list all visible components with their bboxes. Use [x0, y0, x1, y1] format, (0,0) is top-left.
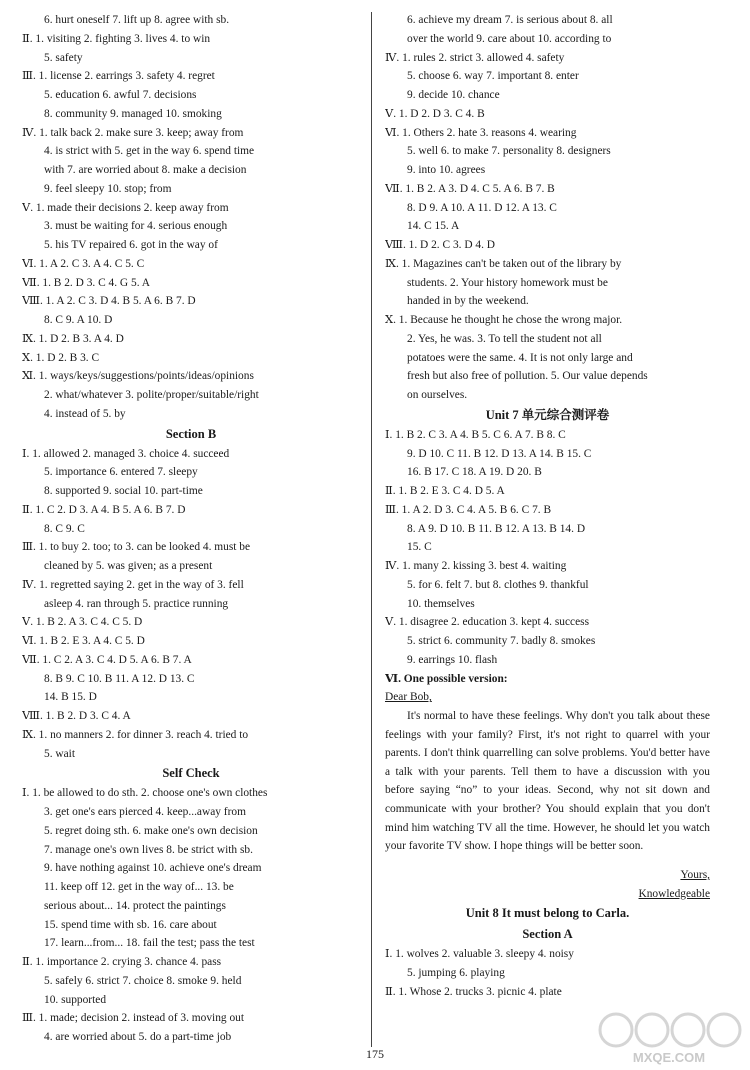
watermark-logo — [594, 1008, 744, 1066]
answer-line-continued: 4. instead of 5. by — [44, 407, 126, 420]
answer-line-continued: 4. are worried about 5. do a part-time job — [44, 1031, 232, 1043]
answer-line-continued: 14. C 15. A — [407, 220, 460, 233]
answer-line: Ⅱ. 1. C 2. D 3. A 4. B 5. A 6. B 7. D — [22, 503, 186, 516]
answer-line-continued: 5. strict 6. community 7. badly 8. smokes — [407, 635, 596, 647]
answer-line-continued: potatoes were the same. 4. It is not only large and — [407, 351, 633, 364]
answer-line: Ⅲ. 1. to buy 2. too; to 3. can be looked 4. must be — [22, 541, 251, 554]
answer-line-continued: 16. B 17. C 18. A 19. D 20. B — [407, 466, 542, 479]
answer-line-continued: 5. safety — [44, 51, 83, 64]
answer-line-continued: 2. what/whatever 3. polite/proper/suitable/right — [44, 389, 259, 401]
answer-line-continued: 9. feel sleepy 10. stop; from — [44, 182, 172, 195]
answer-line: Ⅳ. 1. talk back 2. make sure 3. keep; away from — [22, 126, 244, 139]
answer-line-continued: 5. importance 6. entered 7. sleepy — [44, 466, 198, 479]
answer-line-continued: on ourselves. — [407, 389, 468, 401]
answer-line: Ⅶ. 1. B 2. A 3. D 4. C 5. A 6. B 7. B — [385, 182, 555, 195]
answer-line-continued: 17. learn...from... 18. fail the test; pass the test — [44, 937, 255, 950]
answer-line-continued: 9. decide 10. chance — [407, 89, 500, 101]
answer-line-continued: 14. B 15. D — [44, 691, 97, 704]
answer-line-continued: 15. spend time with sb. 16. care about — [44, 918, 217, 931]
section-heading: Self Check — [162, 766, 220, 781]
answer-line-continued: 8. supported 9. social 10. part-time — [44, 485, 203, 497]
answer-line-continued: 5. jumping 6. playing — [407, 967, 505, 979]
answer-line: Ⅱ. 1. Whose 2. trucks 3. picnic 4. plate — [385, 985, 562, 998]
answer-line-continued: 9. have nothing against 10. achieve one's dream — [44, 862, 262, 875]
letter-body: It's normal to have these feelings. Why don't you talk about these feelings with your family? First, it's not right to quarrel with your parents. I don't think quarrelling can solve problems. You'd better have a talk with your parents. Tell them to have a discussion with you before saying “no” to your ideas. Second, why not sit down and communicate with your brother? You should explain that you don't mind him watching TV all the time. However, he should let you watch your favorite TV show. I hope things will be better soon. — [385, 710, 710, 853]
answer-line: Ⅱ. 1. importance 2. crying 3. chance 4. pass — [22, 956, 222, 968]
answer-line-continued: 5. for 6. felt 7. but 8. clothes 9. thankful — [407, 578, 589, 591]
answer-line-continued: 6. hurt oneself 7. lift up 8. agree with sb. — [44, 14, 230, 26]
answer-line-continued: 8. B 9. C 10. B 11. A 12. D 13. C — [44, 672, 195, 685]
letter-signature: Knowledgeable — [638, 887, 710, 900]
answer-line-continued: students. 2. Your history homework must be — [407, 276, 608, 289]
answer-line: Ⅵ. 1. Others 2. hate 3. reasons 4. wearing — [385, 126, 577, 139]
answer-line-continued: fresh but also free of pollution. 5. Our value depends — [407, 370, 648, 383]
answer-line-continued: 8. C 9. C — [44, 522, 85, 535]
answer-line-continued: 9. into 10. agrees — [407, 164, 486, 176]
answer-line: Ⅴ. 1. disagree 2. education 3. kept 4. success — [385, 616, 590, 629]
section-heading: Section B — [165, 426, 217, 441]
answer-line: Ⅰ. 1. allowed 2. managed 3. choice 4. succeed — [22, 447, 230, 460]
answer-line-continued: over the world 9. care about 10. according to — [407, 32, 612, 45]
answer-line-continued: 5. his TV repaired 6. got in the way of — [44, 239, 218, 251]
answer-line-continued: 7. manage one's own lives 8. be strict with sb. — [44, 843, 253, 856]
answer-line: Ⅲ. 1. license 2. earrings 3. safety 4. regret — [22, 70, 215, 83]
answer-line: Ⅸ. 1. D 2. B 3. A 4. D — [22, 332, 124, 345]
answer-line-continued: 9. earrings 10. flash — [407, 653, 498, 666]
answer-line-continued: asleep 4. ran through 5. practice running — [44, 597, 229, 610]
answer-line-continued: 5. safely 6. strict 7. choice 8. smoke 9. held — [44, 974, 242, 987]
answer-line: Ⅷ. 1. B 2. D 3. C 4. A — [22, 710, 131, 722]
answer-line: Ⅰ. 1. B 2. C 3. A 4. B 5. C 6. A 7. B 8. C — [385, 428, 566, 441]
answer-line: Ⅴ. 1. D 2. D 3. C 4. B — [385, 107, 485, 120]
answer-line-continued: 5. wait — [44, 747, 76, 760]
unit8-title: Unit 8 It must belong to Carla. — [465, 906, 630, 921]
answer-line: Ⅰ. 1. wolves 2. valuable 3. sleepy 4. noisy — [385, 948, 574, 961]
answer-line: Ⅸ. 1. Magazines can't be taken out of the library by — [385, 257, 622, 270]
answer-line: Ⅴ. 1. made their decisions 2. keep away from — [22, 201, 229, 214]
answer-line: Ⅺ. 1. ways/keys/suggestions/points/ideas/opinions — [22, 370, 254, 383]
answer-line-continued: 2. Yes, he was. 3. To tell the student not all — [407, 332, 602, 345]
answer-line: Ⅵ. 1. A 2. C 3. A 4. C 5. C — [22, 257, 145, 270]
answer-line-continued: 8. A 9. D 10. B 11. B 12. A 13. B 14. D — [407, 522, 586, 535]
answer-line-continued: 8. C 9. A 10. D — [44, 314, 113, 326]
model-letter — [385, 688, 710, 903]
answer-line: Ⅱ. 1. visiting 2. fighting 3. lives 4. to win — [22, 32, 211, 45]
answer-line: Ⅶ. 1. B 2. D 3. C 4. G 5. A — [22, 276, 150, 289]
answer-line-continued: 3. get one's ears pierced 4. keep...away from — [44, 806, 246, 818]
answer-line-continued: 15. C — [407, 541, 432, 554]
unit8-answer-lines — [385, 945, 710, 1001]
answer-line-continued: with 7. are worried about 8. make a decision — [44, 164, 247, 176]
letter-closing: Yours, — [680, 868, 710, 881]
answer-line-continued: 9. D 10. C 11. B 12. D 13. A 14. B 15. C — [407, 447, 592, 460]
answer-line-continued: 3. must be waiting for 4. serious enough — [44, 220, 228, 233]
answer-line-continued: 5. education 6. awful 7. decisions — [44, 89, 197, 101]
section-heading: Unit 7 单元综合测评卷 — [485, 407, 610, 422]
letter-greeting: Dear Bob, — [385, 691, 432, 704]
answer-line-continued: 10. supported — [44, 993, 107, 1006]
answer-line: Ⅳ. 1. rules 2. strict 3. allowed 4. safety — [385, 51, 565, 64]
answer-line-continued: serious about... 14. protect the paintings — [44, 899, 226, 912]
answer-line: Ⅵ. One possible version: — [385, 672, 508, 685]
answer-line: Ⅶ. 1. C 2. A 3. C 4. D 5. A 6. B 7. A — [22, 653, 192, 666]
answer-line-continued: 5. choose 6. way 7. important 8. enter — [407, 70, 579, 83]
page-number: 175 — [366, 1047, 384, 1061]
answer-line-continued: 5. well 6. to make 7. personality 8. designers — [407, 145, 611, 158]
left-column — [22, 11, 360, 1047]
answer-line-continued: 8. community 9. managed 10. smoking — [44, 107, 222, 120]
watermark-text: MXQE.COM — [632, 1050, 706, 1065]
answer-line: Ⅴ. 1. B 2. A 3. C 4. C 5. D — [22, 616, 143, 629]
answer-line: Ⅷ. 1. D 2. C 3. D 4. D — [385, 239, 496, 251]
unit8-section-title: Section A — [522, 927, 573, 942]
answer-line-continued: 6. achieve my dream 7. is serious about 8. all — [407, 14, 613, 26]
answer-line-continued: 11. keep off 12. get in the way of... 13. be — [44, 881, 234, 893]
right-column — [385, 11, 710, 1002]
answer-line: Ⅲ. 1. made; decision 2. instead of 3. moving out — [22, 1012, 244, 1025]
right-answer-lines — [385, 11, 710, 688]
answer-line-continued: 8. D 9. A 10. A 11. D 12. A 13. C — [407, 201, 557, 214]
answer-line-continued: 5. regret doing sth. 6. make one's own decision — [44, 824, 258, 837]
answer-line: Ⅳ. 1. regretted saying 2. get in the way of 3. fell — [22, 578, 244, 591]
answer-line: Ⅹ. 1. Because he thought he chose the wrong major. — [385, 314, 623, 326]
answer-line: Ⅸ. 1. no manners 2. for dinner 3. reach 4. tried to — [22, 728, 249, 741]
answer-line-continued: 4. is strict with 5. get in the way 6. spend time — [44, 145, 255, 158]
answer-line: Ⅰ. 1. be allowed to do sth. 2. choose one's own clothes — [22, 787, 268, 800]
column-divider — [371, 12, 372, 1047]
answer-line: Ⅳ. 1. many 2. kissing 3. best 4. waiting — [385, 560, 567, 572]
answer-line: Ⅵ. 1. B 2. E 3. A 4. C 5. D — [22, 635, 145, 647]
answer-line-continued: 10. themselves — [407, 597, 475, 610]
answer-line-continued: handed in by the weekend. — [407, 295, 529, 308]
answer-line: Ⅷ. 1. A 2. C 3. D 4. B 5. A 6. B 7. D — [22, 295, 196, 308]
answer-line: Ⅱ. 1. B 2. E 3. C 4. D 5. A — [385, 485, 505, 497]
answer-line: Ⅹ. 1. D 2. B 3. C — [22, 351, 100, 364]
answer-line: Ⅲ. 1. A 2. D 3. C 4. A 5. B 6. C 7. B — [385, 503, 552, 516]
answer-line-continued: cleaned by 5. was given; as a present — [44, 560, 213, 572]
